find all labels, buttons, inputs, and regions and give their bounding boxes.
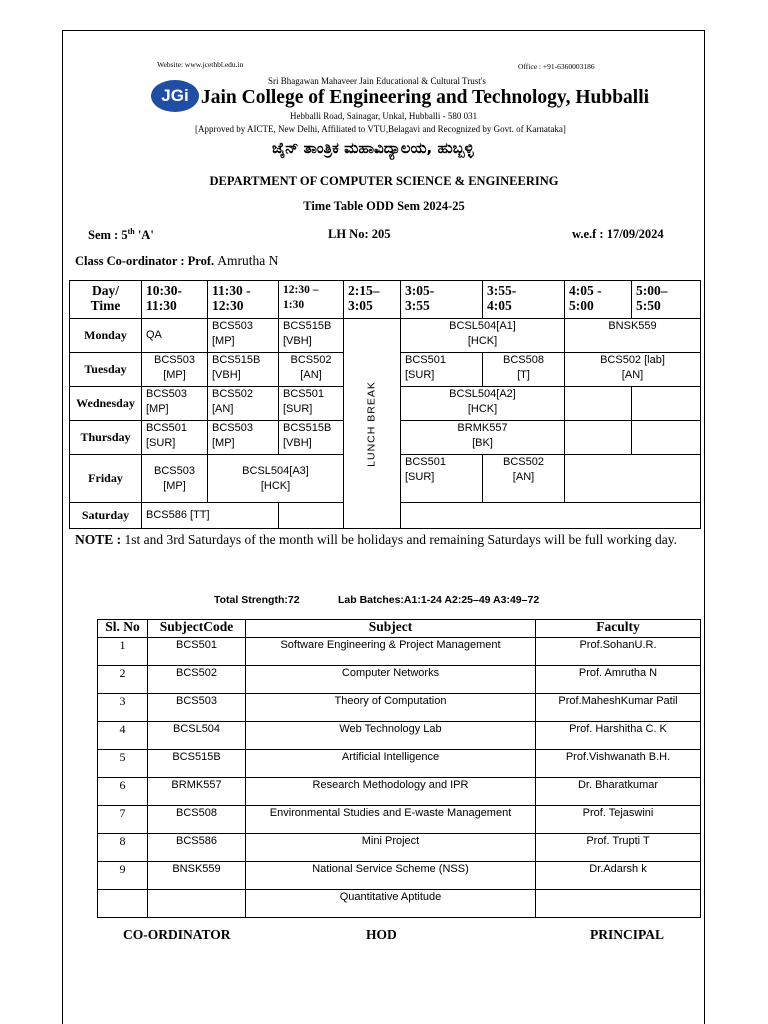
cell-code: BCS586: [148, 834, 246, 862]
slot-cell: BCS501 [SUR]: [279, 387, 344, 421]
cell-sl: 5: [98, 750, 148, 778]
cell-sl: 2: [98, 666, 148, 694]
cell-code: BCSL504: [148, 722, 246, 750]
cell-faculty: Prof. Trupti T: [536, 834, 701, 862]
semester-label: Sem : 5th 'A': [88, 227, 154, 243]
trust-name: Sri Bhagawan Mahaveer Jain Educational & Cultural Trust's: [268, 76, 486, 86]
approval-text: [Approved by AICTE, New Delhi, Affiliated to VTU,Belagavi and Recognized by Govt. of Karnataka]: [195, 124, 566, 134]
column-header: Sl. No: [98, 620, 148, 638]
cell-code: [148, 890, 246, 918]
cell-subject: National Service Scheme (NSS): [246, 862, 536, 890]
note-text: NOTE : 1st and 3rd Saturdays of the month will be holidays and remaining Saturdays will be full working day.: [75, 532, 678, 547]
table-row: [98, 890, 701, 918]
slot-cell: BCS515B [VBH]: [279, 319, 344, 353]
slot-header: 12:30 – 1:30: [279, 281, 344, 319]
slot-cell-empty: [632, 387, 701, 421]
cell-subject: Software Engineering & Project Management: [246, 638, 536, 666]
cell-faculty: [536, 890, 701, 918]
subject-table: [97, 619, 701, 918]
timetable-row-monday: [70, 319, 701, 353]
slot-cell: BCSL504[A2] [HCK]: [401, 387, 565, 421]
college-name: Jain College of Engineering and Technology, Hubballi: [201, 87, 650, 108]
cell-sl: 8: [98, 834, 148, 862]
slot-cell: BCS502 [AN]: [279, 353, 344, 387]
lunch-break-cell: [344, 319, 401, 529]
slot-cell: BNSK559: [565, 319, 701, 353]
office-phone: Office : +91-6360003186: [518, 62, 595, 71]
cell-faculty: Prof.MaheshKumar Patil: [536, 694, 701, 722]
column-header: Faculty: [536, 620, 701, 638]
cell-code: BNSK559: [148, 862, 246, 890]
slot-cell: BCS501 [SUR]: [142, 421, 208, 455]
slot-header: 4:05 - 5:00: [565, 281, 632, 319]
cell-faculty: Prof. Tejaswini: [536, 806, 701, 834]
slot-cell-empty: [565, 421, 632, 455]
website-text: Website: www.jcethbl.edu.in: [157, 60, 244, 69]
slot-cell: BCS503 [MP]: [208, 421, 279, 455]
table-row: [98, 778, 701, 806]
cell-code: BCS502: [148, 666, 246, 694]
cell-sl: [98, 890, 148, 918]
slot-cell: BCSL504[A3] [HCK]: [208, 455, 344, 503]
slot-cell: BCS502 [AN]: [483, 455, 565, 503]
column-header: Subject: [246, 620, 536, 638]
cell-code: BCS515B: [148, 750, 246, 778]
cell-sl: 7: [98, 806, 148, 834]
slot-cell: QA: [142, 319, 208, 353]
day-label: Thursday: [70, 421, 142, 455]
cell-faculty: Dr.Adarsh k: [536, 862, 701, 890]
cell-subject: Mini Project: [246, 834, 536, 862]
table-row: [98, 666, 701, 694]
slot-cell-empty: [565, 455, 701, 503]
cell-subject: Theory of Computation: [246, 694, 536, 722]
principal-signature: PRINCIPAL: [590, 927, 664, 942]
slot-cell: BCS503 [MP]: [142, 387, 208, 421]
day-label: Friday: [70, 455, 142, 503]
cell-sl: 4: [98, 722, 148, 750]
slot-cell: BCS515B [VBH]: [208, 353, 279, 387]
college-name-kannada: ಜೈನ್ ತಾಂತ್ರಿಕ ಮಹಾವಿದ್ಯಾಲಯ, ಹುಬ್ಬಳ್ಳಿ: [272, 139, 474, 157]
slot-header: 10:30- 11:30: [142, 281, 208, 319]
slot-cell: BCS502 [AN]: [208, 387, 279, 421]
table-row: [98, 862, 701, 890]
cell-code: BRMK557: [148, 778, 246, 806]
table-row: [98, 750, 701, 778]
slot-cell: BCS508 [T]: [483, 353, 565, 387]
slot-cell: BCS502 [lab] [AN]: [565, 353, 701, 387]
slot-cell: BCS501 [SUR]: [401, 353, 483, 387]
class-coordinator: Class Co-ordinator : Prof. Amrutha N: [75, 253, 279, 268]
table-row: [98, 694, 701, 722]
subject-table-header: [98, 620, 701, 638]
cell-faculty: Prof.Vishwanath B.H.: [536, 750, 701, 778]
slot-header: 11:30 - 12:30: [208, 281, 279, 319]
total-strength: Total Strength:72: [214, 594, 300, 606]
cell-subject: Computer Networks: [246, 666, 536, 694]
slot-cell: BCS515B [VBH]: [279, 421, 344, 455]
cell-code: BCS503: [148, 694, 246, 722]
college-logo: JGi: [151, 80, 199, 112]
department-title: DEPARTMENT OF COMPUTER SCIENCE & ENGINEERING: [209, 174, 559, 188]
lunch-break-label: LUNCH BREAK: [365, 380, 378, 467]
table-row: [98, 638, 701, 666]
cell-sl: 3: [98, 694, 148, 722]
timetable-title: Time Table ODD Sem 2024-25: [303, 199, 465, 213]
table-row: [98, 834, 701, 862]
slot-cell: BCS503 [MP]: [142, 455, 208, 503]
slot-cell: BCSL504[A1] [HCK]: [401, 319, 565, 353]
cell-sl: 1: [98, 638, 148, 666]
slot-header: 3:55- 4:05: [483, 281, 565, 319]
slot-header: 5:00– 5:50: [632, 281, 701, 319]
slot-header: 2:15– 3:05: [344, 281, 401, 319]
day-label: Saturday: [70, 503, 142, 529]
cell-sl: 9: [98, 862, 148, 890]
effective-date: w.e.f : 17/09/2024: [572, 227, 664, 241]
slot-cell-empty: [401, 503, 701, 529]
day-label: Wednesday: [70, 387, 142, 421]
timetable: [69, 280, 701, 529]
hod-signature: HOD: [366, 927, 397, 942]
table-row: [98, 806, 701, 834]
coordinator-signature: CO-ORDINATOR: [123, 927, 231, 942]
lecture-hall: LH No: 205: [328, 227, 391, 241]
cell-code: BCS508: [148, 806, 246, 834]
cell-faculty: Prof.SohanU.R.: [536, 638, 701, 666]
day-time-header: Day/ Time: [70, 281, 142, 319]
column-header: SubjectCode: [148, 620, 246, 638]
slot-cell: BCS501 [SUR]: [401, 455, 483, 503]
cell-faculty: Dr. Bharatkumar: [536, 778, 701, 806]
slot-cell-empty: [279, 503, 344, 529]
timetable-header-row: [70, 281, 701, 319]
cell-sl: 6: [98, 778, 148, 806]
cell-subject: Research Methodology and IPR: [246, 778, 536, 806]
slot-cell-empty: [565, 387, 632, 421]
cell-subject: Quantitative Aptitude: [246, 890, 536, 918]
slot-header: 3:05- 3:55: [401, 281, 483, 319]
cell-subject: Environmental Studies and E-waste Management: [246, 806, 536, 834]
table-row: [98, 722, 701, 750]
cell-subject: Web Technology Lab: [246, 722, 536, 750]
day-label: Tuesday: [70, 353, 142, 387]
lab-batches: Lab Batches:A1:1-24 A2:25–49 A3:49–72: [338, 594, 540, 606]
cell-code: BCS501: [148, 638, 246, 666]
slot-cell-empty: [632, 421, 701, 455]
college-address: Hebballi Road, Sainagar, Unkal, Hubballi - 580 031: [290, 111, 478, 121]
cell-subject: Artificial Intelligence: [246, 750, 536, 778]
day-label: Monday: [70, 319, 142, 353]
slot-cell: BCS586 [TT]: [142, 503, 279, 529]
slot-cell: BRMK557 [BK]: [401, 421, 565, 455]
slot-cell: BCS503 [MP]: [142, 353, 208, 387]
cell-faculty: Prof. Harshitha C. K: [536, 722, 701, 750]
cell-faculty: Prof. Amrutha N: [536, 666, 701, 694]
slot-cell: BCS503 [MP]: [208, 319, 279, 353]
